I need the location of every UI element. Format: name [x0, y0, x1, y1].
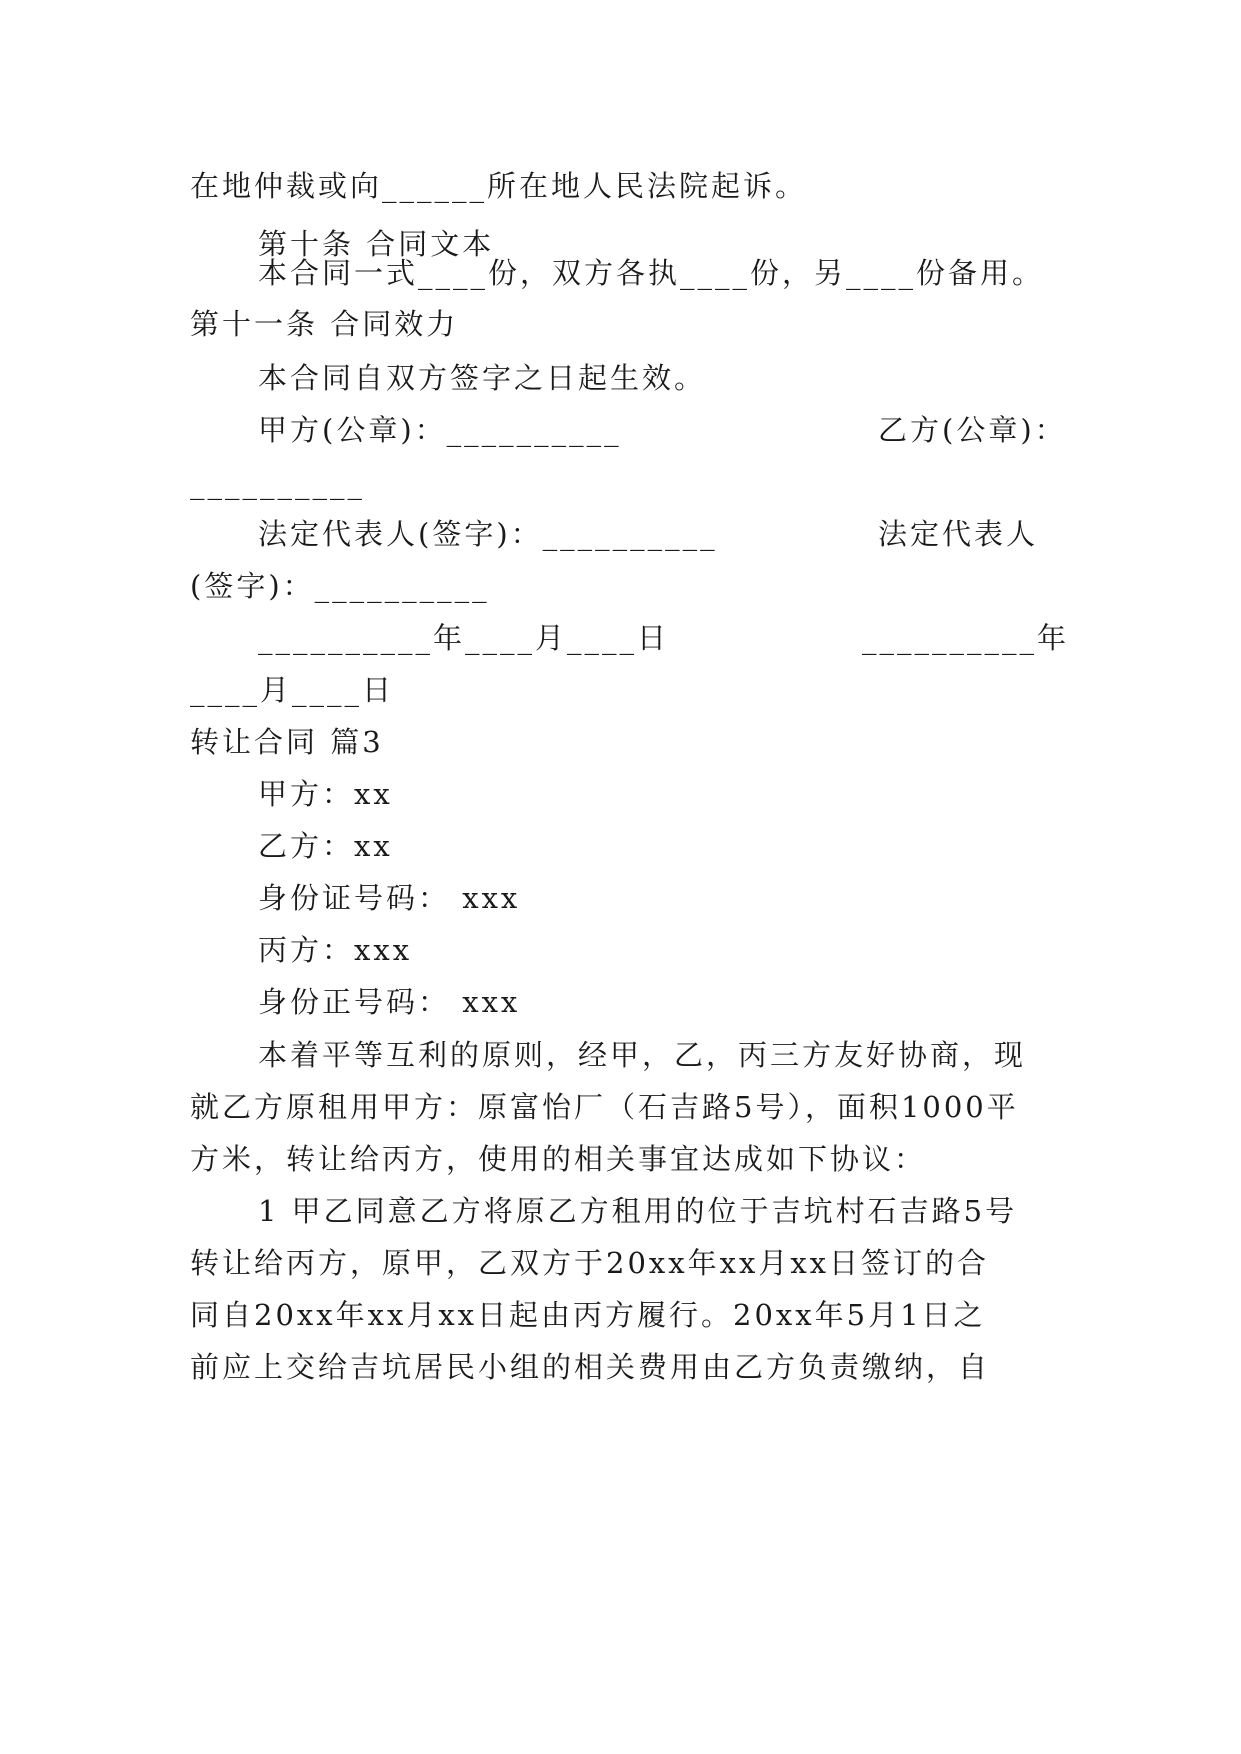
- text-line: 本合同自双方签字之日起生效。: [258, 361, 707, 395]
- paragraph-line: 同自20xx年xx月xx日起由丙方履行。20xx年5月1日之: [190, 1298, 986, 1332]
- party-c-line: 丙方：xxx: [258, 933, 413, 967]
- party-b-date-year: __________年: [862, 621, 1070, 655]
- paragraph-line: 转让给丙方，原甲，乙双方于20xx年xx月xx日签订的合: [190, 1246, 990, 1280]
- id-number-line: 身份证号码： xxx: [258, 881, 521, 915]
- party-b-seal-label: 乙方(公章)：: [878, 413, 1067, 447]
- party-a-line: 甲方：xx: [258, 777, 393, 811]
- contract-title: 转让合同 篇3: [190, 725, 384, 759]
- paragraph-line: 就乙方原租用甲方：原富怡厂（石吉路5号），面积1000平: [190, 1090, 1019, 1124]
- party-b-date-month-day: ____月____日: [190, 673, 395, 707]
- paragraph-line: 1 甲乙同意乙方将原乙方租用的位于吉坑村石吉路5号: [258, 1194, 1018, 1228]
- party-b-signature-blank: (签字)：__________: [190, 569, 490, 603]
- paragraph-line: 前应上交给吉坑居民小组的相关费用由乙方负责缴纳，自: [190, 1350, 991, 1384]
- id-number-line: 身份正号码： xxx: [258, 985, 521, 1019]
- paragraph-line: 方米，转让给丙方，使用的相关事宜达成如下协议：: [190, 1142, 927, 1176]
- section-heading: 第十条 合同文本: [258, 227, 495, 261]
- party-a-seal-line: 甲方(公章)：__________: [258, 413, 622, 447]
- party-b-line: 乙方：xx: [258, 829, 393, 863]
- paragraph-line: 本着平等互利的原则，经甲，乙，丙三方友好协商，现: [258, 1038, 1027, 1072]
- section-heading: 第十一条 合同效力: [190, 307, 459, 341]
- party-b-seal-blank: __________: [190, 466, 365, 500]
- party-a-date-line: __________年____月____日: [258, 621, 670, 655]
- party-b-representative-label: 法定代表人: [878, 517, 1039, 551]
- text-line: 在地仲裁或向______所在地人民法院起诉。: [190, 169, 808, 203]
- party-a-representative-line: 法定代表人(签字)：__________: [258, 517, 718, 551]
- text-line: 本合同一式____份，双方各执____份，另____份备用。: [258, 256, 1045, 290]
